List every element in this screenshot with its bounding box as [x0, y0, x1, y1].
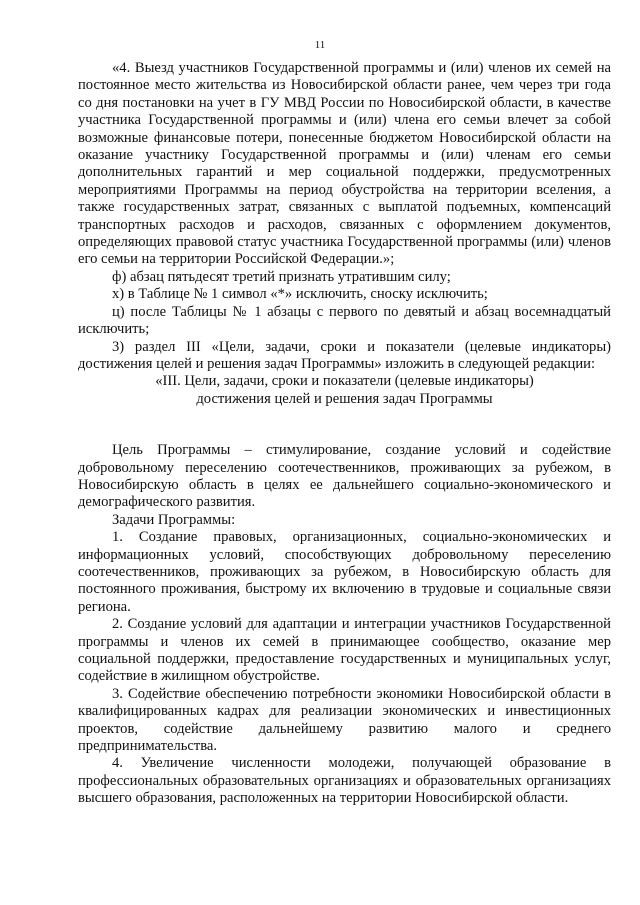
- paragraph-tasks-label: Задачи Программы:: [112, 511, 236, 528]
- document-body: [78, 60, 611, 808]
- paragraph-subitem-kh: х) в Таблице № 1 символ «*» исключить, сноску исключить;: [112, 286, 488, 303]
- paragraph-subitem-f: ф) абзац пятьдесят третий признать утратившим силу;: [112, 268, 451, 285]
- paragraph-task-3: 3. Содействие обеспечению потребности экономики Новосибирской области в квалифицированных кадрах для реализации экономических и инвестиционных проектов, содействие дальнейшему развитию малого и среднего предпринимательства.: [78, 685, 611, 755]
- spacer: [78, 408, 611, 442]
- paragraph-item-4-departure: «4. Выезд участников Государственной программы и (или) членов их семей на постоянное место жительства из Новосибирской области ранее, чем через три года со дня постановки на учет в ГУ МВД России по Новосибирской области, в качестве участника Государственной программы и (или) члена его семьи влечет за собой возможные финансовые потери, понесенные бюджетом Новосибирской области на оказание участнику Государственной программы и (или) членам его семьи дополнительных гарантий и мер социальной поддержки, предусмотренных мероприятиями Программы на период обустройства на территории вселения, а также государственных затрат, связанных с выплатой подъемных, компенсаций транспортных расходов и расходов, связанных с оформлением документов, определяющих правовой статус участника Государственной программы (или) членов его семьи на территории Российской Федерации.»;: [78, 60, 611, 268]
- page-number: 11: [314, 39, 326, 51]
- paragraph-subitem-ts: ц) после Таблицы № 1 абзацы с первого по девятый и абзац восемнадцатый исключить;: [78, 303, 611, 338]
- paragraph-program-goal: Цель Программы – стимулирование, создание условий и содействие добровольному переселению соотечественников, проживающих за рубежом, в Новосибирскую область в целях ее дальнейшего социально-экономического и демографического развития.: [78, 442, 611, 511]
- paragraph-task-2: 2. Создание условий для адаптации и интеграции участников Государственной программы и членов их семей в принимающее сообщество, оказание мер социальной поддержки, предоставление государственных и муниципальных услуг, содействие в жилищном обустройстве.: [78, 616, 611, 685]
- section-heading-line-1: «III. Цели, задачи, сроки и показатели (целевые индикаторы): [155, 373, 534, 390]
- paragraph-task-1: 1. Создание правовых, организационных, социально-экономических и информационных условий, способствующих добровольному переселению соотечественников, проживающих за рубежом, в Новосибирскую область для постоянного проживания, быстрому их включению в трудовые и социальные связи региона.: [78, 529, 611, 615]
- paragraph-item-3-section: 3) раздел III «Цели, задачи, сроки и показатели (целевые индикаторы) достижения целей и решения задач Программы» изложить в следующей редакции:: [78, 338, 611, 372]
- section-heading-line-2: достижения целей и решения задач Программы: [196, 390, 493, 407]
- paragraph-task-4: 4. Увеличение численности молодежи, получающей образование в профессиональных образовательных организациях и образовательных организациях высшего образования, расположенных на территории Новосибирской области.: [78, 755, 611, 807]
